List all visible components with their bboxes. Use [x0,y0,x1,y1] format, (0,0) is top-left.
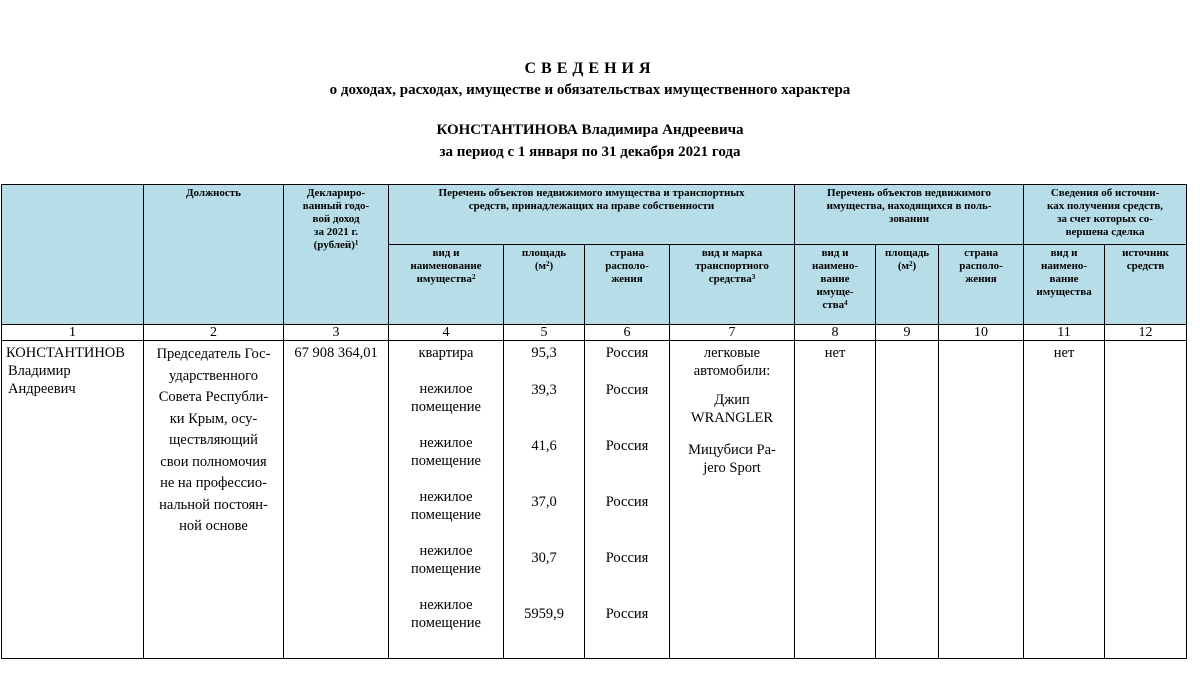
column-number: 6 [585,325,670,341]
column-number: 5 [504,325,585,341]
header-used-country: страна располо- жения [939,245,1024,325]
column-number: 9 [876,325,939,341]
property-type-item: нежилое помещение [411,597,481,631]
column-number: 11 [1024,325,1105,341]
column-number: 10 [939,325,1024,341]
header-property-type: вид и наименование имущества$^2$ [389,245,504,325]
source-funds [1105,341,1187,659]
header-used-property: Перечень объектов недвижимого имущества, находящихся в поль- зовании [795,185,1024,245]
column-number: 7 [670,325,795,341]
column-number: 8 [795,325,876,341]
column-number: 3 [284,325,389,341]
property-type-item: нежилое помещение [411,543,481,577]
declaration-table [1,184,1187,659]
property-type-list [389,341,504,659]
header-used-area: площадь $(м^2)$ [876,245,939,325]
declarant-position: Председатель Гос- ударственного Совета Республи- ки Крым, осу- ществляющий свои полномочия не на профессио- нальной постоян- ной основе [144,341,284,659]
property-type-item: нежилое помещение [411,381,481,415]
header-vehicle: вид и марка транспортного средства$^3$ [670,245,795,325]
property-type-item: нежилое помещение [411,489,481,523]
used-property-area [876,341,939,659]
header-funding-sources: Сведения об источни- ках получения средств, за счет которых со- вершена сделка [1024,185,1187,245]
column-number: 2 [144,325,284,341]
column-number: 12 [1105,325,1187,341]
header-declared-income: Деклариро- ванный годо- вой доход за 2021 г. (рублей)$^1$ [284,185,389,325]
source-property-type: нет [1024,341,1105,659]
reporting-period: за период с 1 января по 31 декабря 2021 года [439,144,741,160]
property-area-list: 95,3 39,3 41,6 37,0 30,7 5959,9 [504,341,585,659]
property-type-item: нежилое помещение [411,435,481,469]
declarant-name: КОНСТАНТИНОВ Владимир Андреевич [2,341,144,659]
vehicles: легковые автомобили: Джип WRANGLER Мицубиси Ра- jero Sport [670,341,795,659]
header-country: страна располо- жения [585,245,670,325]
used-property-country [939,341,1024,659]
header-owned-property: Перечень объектов недвижимого имущества и транспортных средств, принадлежащих на праве собственности [389,185,795,245]
property-country-list: Россия Россия Россия Россия Россия Россия [585,341,670,659]
header-cell-name [2,185,144,325]
header-position: Должность [144,185,284,325]
person-name-heading: КОНСТАНТИНОВА Владимира Андреевича [436,122,744,138]
header-used-type: вид и наимено- вание имуще- ства$^4$ [795,245,876,325]
header-source-funds: источник средств [1105,245,1187,325]
used-property-type: нет [795,341,876,659]
declared-income-value: 67 908 364,01 [284,341,389,659]
header-source-type: вид и наимено- вание имущества [1024,245,1105,325]
document-title: СВЕДЕНИЯ [524,60,656,77]
property-type-item: квартира [418,345,474,361]
column-number: 4 [389,325,504,341]
header-area: площадь $(м^2)$ [504,245,585,325]
column-number: 1 [2,325,144,341]
document-subtitle: о доходах, расходах, имуществе и обязательствах имущественного характера [329,82,851,98]
